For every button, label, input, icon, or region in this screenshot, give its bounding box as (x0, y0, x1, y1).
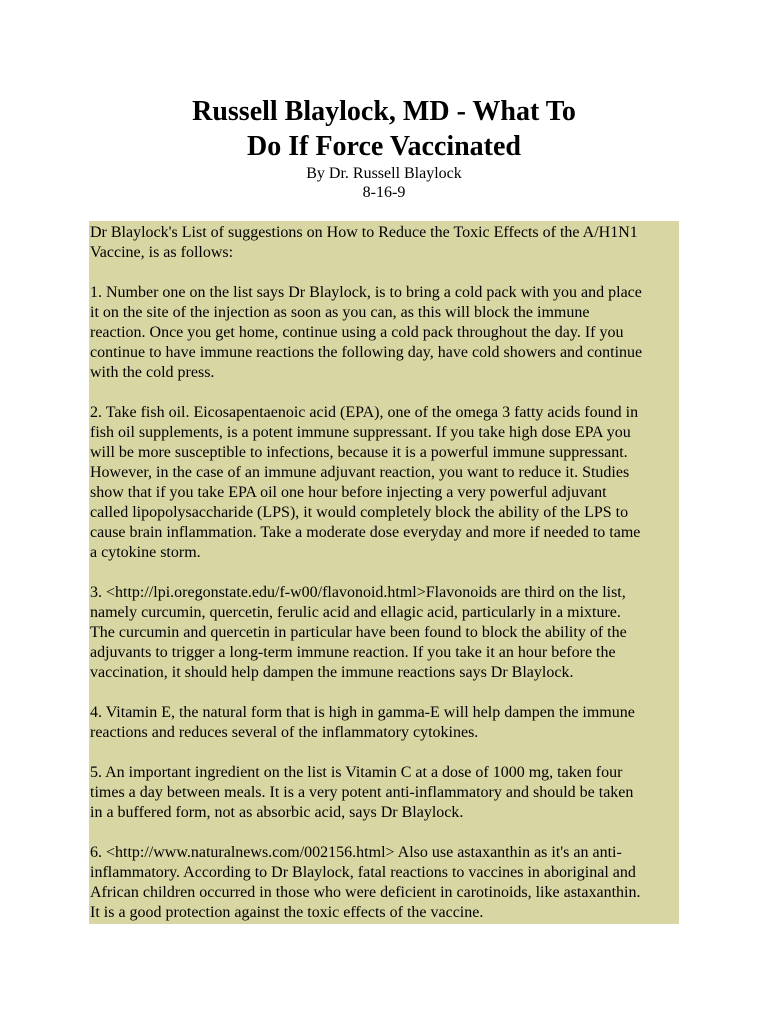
suggestion-5-paragraph: 5. An important ingredient on the list is Vitamin C at a dose of 1000 mg, taken four times a day between meals. It is a very potent anti-inflammatory and should be taken in a buffered form, not as absorbic acid, says Dr Blaylock. (90, 764, 634, 821)
byline: By Dr. Russell Blaylock (306, 165, 462, 182)
suggestion-1-paragraph: 1. Number one on the list says Dr Blaylock, is to bring a cold pack with you and place it on the site of the injection as soon as you can, as this will block the immune reaction. Once you get home, continue using a cold pack throughout the day. If you continue to have immune reactions the following day, have cold showers and continue with the cold press. (90, 284, 643, 381)
suggestion-6-paragraph: 6. <http://www.naturalnews.com/002156.html> Also use astaxanthin as it's an anti- inflammatory. According to Dr Blaylock, fatal reactions to vaccines in aboriginal and African children occurred in those who were deficient in carotinoids, like astaxanthin. It is a good protection against the toxic effects of the vaccine. (90, 844, 641, 921)
highlighted-body (89, 221, 679, 924)
page-title: Russell Blaylock, MD - What To Do If Force Vaccinated (192, 96, 576, 162)
suggestion-4-paragraph: 4. Vitamin E, the natural form that is high in gamma-E will help dampen the immune reactions and reduces several of the inflammatory cytokines. (90, 704, 635, 741)
intro-paragraph: Dr Blaylock's List of suggestions on How to Reduce the Toxic Effects of the A/H1N1 Vaccine, is as follows: (90, 224, 638, 261)
suggestion-3-paragraph: 3. <http://lpi.oregonstate.edu/f-w00/flavonoid.html>Flavonoids are third on the list, namely curcumin, quercetin, ferulic acid and ellagic acid, particularly in a mixture. The curcumin and quercetin in particular have been found to block the ability of the adjuvants to trigger a long-term immune reaction. If you take it an hour before the vaccination, it should help dampen the immune reactions says Dr Blaylock. (90, 584, 627, 681)
date: 8-16-9 (362, 184, 406, 201)
suggestion-2-paragraph: 2. Take fish oil. Eicosapentaenoic acid (EPA), one of the omega 3 fatty acids found in fish oil supplements, is a potent immune suppressant. If you take high dose EPA you will be more susceptible to infections, because it is a powerful immune suppressant. However, in the case of an immune adjuvant reaction, you want to reduce it. Studies show that if you take EPA oil one hour before injecting a very powerful adjuvant called lipopolysaccharide (LPS), it would completely block the ability of the LPS to cause brain inflammation. Take a moderate dose everyday and more if needed to tame a cytokine storm. (90, 404, 641, 561)
